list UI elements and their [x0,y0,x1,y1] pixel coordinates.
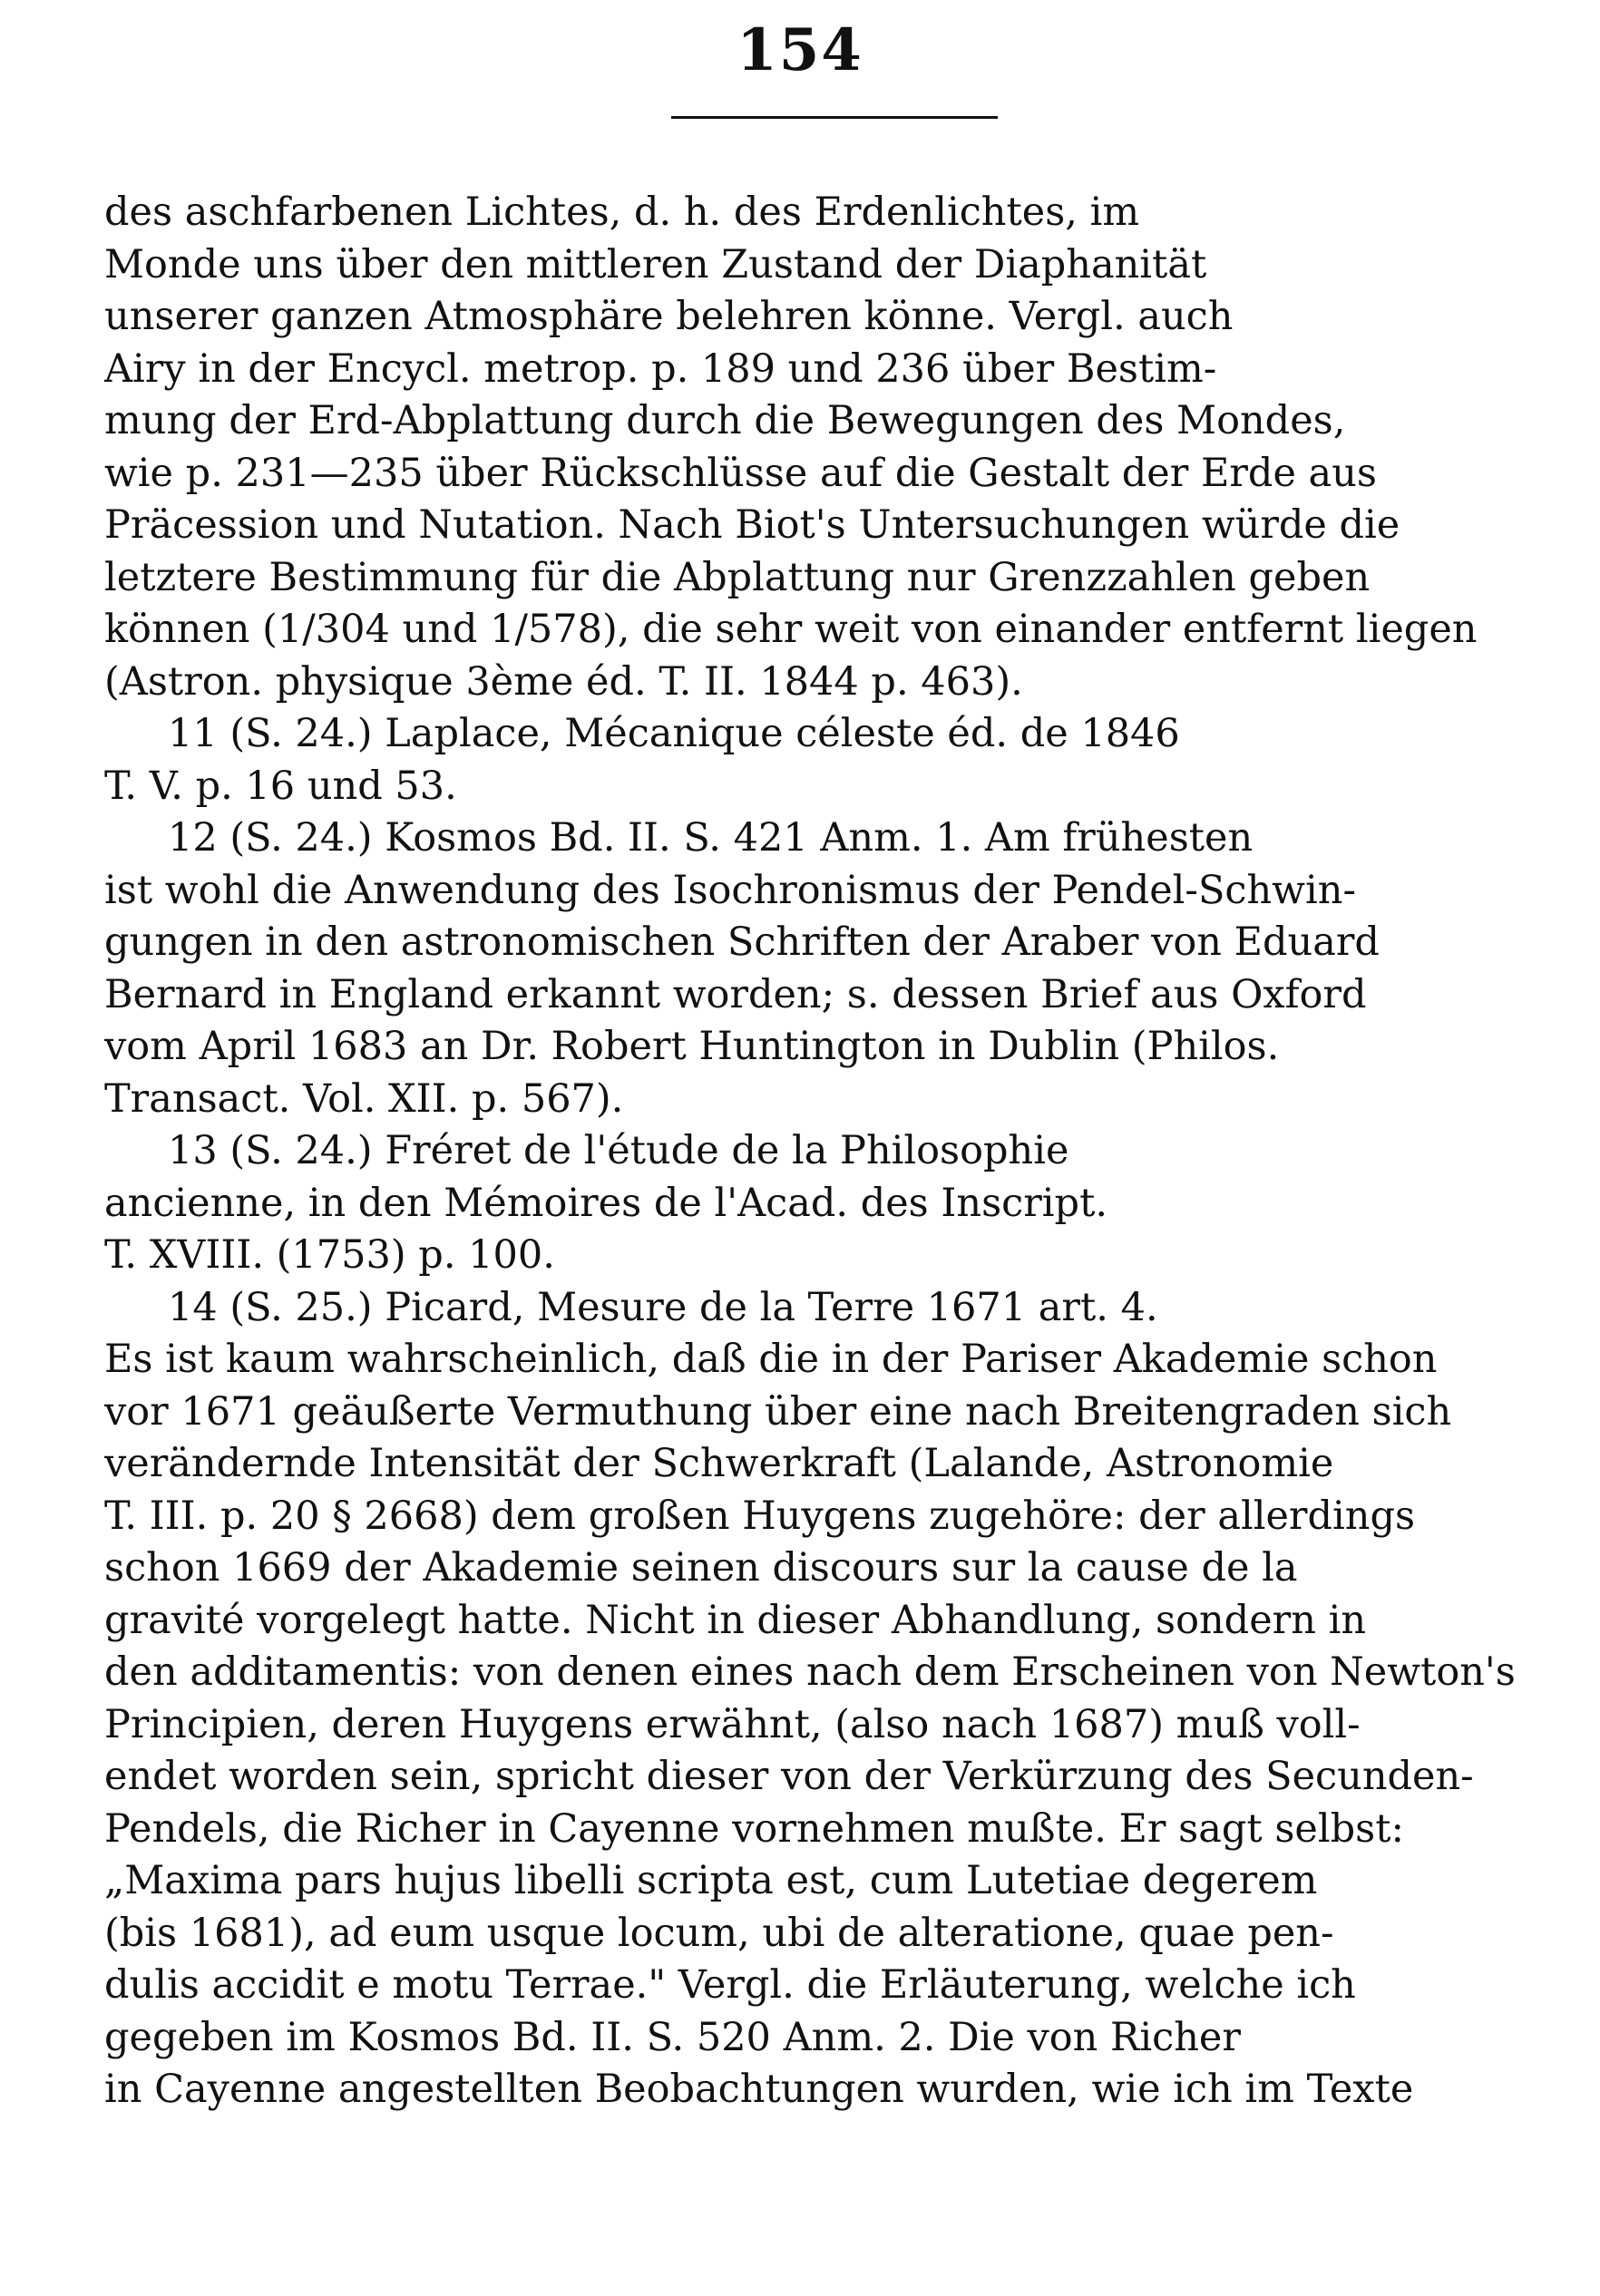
header-rule [671,116,998,119]
text-line: vor 1671 geäußerte Vermuthung über eine nach Breitengraden sich [104,1388,1452,1435]
text-line: Bernard in England erkannt worden; s. dessen Brief aus Oxford [104,971,1367,1017]
text-line: (Astron. physique 3ème éd. T. II. 1844 p. 463). [104,658,1023,705]
text-line: Airy in der Encycl. metrop. p. 189 und 236 über Bestim- [104,345,1217,392]
text-line: 14 (S. 25.) Picard, Mesure de la Terre 1671 art. 4. [168,1284,1158,1330]
text-line: schon 1669 der Akademie seinen discours sur la cause de la [104,1545,1298,1591]
text-line: vom April 1683 an Dr. Robert Huntington in Dublin (Philos. [104,1024,1280,1069]
text-line: T. XVIII. (1753) p. 100. [104,1232,555,1278]
page-number: 154 [737,16,863,84]
text-line: Monde uns über den mittleren Zustand der Diaphanität [104,241,1207,287]
text-line: 11 (S. 24.) Laplace, Mécanique céleste éd. de 1846 [168,711,1180,756]
text-line: Pendels, die Richer in Cayenne vornehmen mußte. Er sagt selbst: [104,1805,1404,1852]
text-line: können (1/304 und 1/578), die sehr weit von einander entfernt liegen [104,607,1478,652]
text-line: des aschfarbenen Lichtes, d. h. des Erdenlichtes, im [104,190,1140,235]
text-line: gungen in den astronomischen Schriften der Araber von Eduard [104,919,1380,965]
text-line: gegeben im Kosmos Bd. II. S. 520 Anm. 2. Die von Richer [104,2014,1241,2060]
text-line: ancienne, in den Mémoires de l'Acad. des Inscript. [104,1180,1108,1226]
text-line: Transact. Vol. XII. p. 567). [104,1075,624,1122]
text-line: (bis 1681), ad eum usque locum, ubi de alteratione, quae pen- [104,1910,1334,1956]
text-line: 13 (S. 24.) Fréret de l'étude de la Philosophie [168,1128,1069,1173]
text-line: den additamentis: von denen eines nach dem Erscheinen von Newton's [104,1649,1516,1695]
text-line: mung der Erd-Abplattung durch die Bewegungen des Mondes, [104,398,1346,443]
text-line: Präcession und Nutation. Nach Biot's Untersuchungen würde die [104,502,1400,548]
text-line: „Maxima pars hujus libelli scripta est, cum Lutetiae degerem [104,1858,1318,1903]
text-line: Es ist kaum wahrscheinlich, daß die in der Pariser Akademie schon [104,1337,1438,1382]
text-line: wie p. 231—235 über Rückschlüsse auf die Gestalt der Erde aus [104,450,1377,496]
text-line: unserer ganzen Atmosphäre belehren könne. Vergl. auch [104,294,1234,339]
text-line: Principien, deren Huygens erwähnt, (also nach 1687) muß voll- [104,1701,1361,1747]
text-line: ist wohl die Anwendung des Isochronismus der Pendel-Schwin- [104,867,1356,913]
text-line: letztere Bestimmung für die Abplattung nur Grenzzahlen geben [104,554,1371,600]
text-line: gravité vorgelegt hatte. Nicht in dieser Abhandlung, sondern in [104,1597,1367,1643]
text-line: in Cayenne angestellten Beobachtungen wurden, wie ich im Texte [104,2067,1414,2112]
footnote-text-block [104,187,1542,2116]
text-line: 12 (S. 24.) Kosmos Bd. II. S. 421 Anm. 1. Am frühesten [168,815,1254,861]
text-line: endet worden sein, spricht dieser von der Verkürzung des Secunden- [104,1754,1474,1799]
text-line: verändernde Intensität der Schwerkraft (Lalande, Astronomie [104,1441,1334,1486]
text-line: dulis accidit e motu Terrae." Vergl. die Erläuterung, welche ich [104,1962,1356,2008]
text-line: T. V. p. 16 und 53. [104,763,457,809]
text-line: T. III. p. 20 § 2668) dem großen Huygens zugehöre: der allerdings [104,1493,1416,1539]
